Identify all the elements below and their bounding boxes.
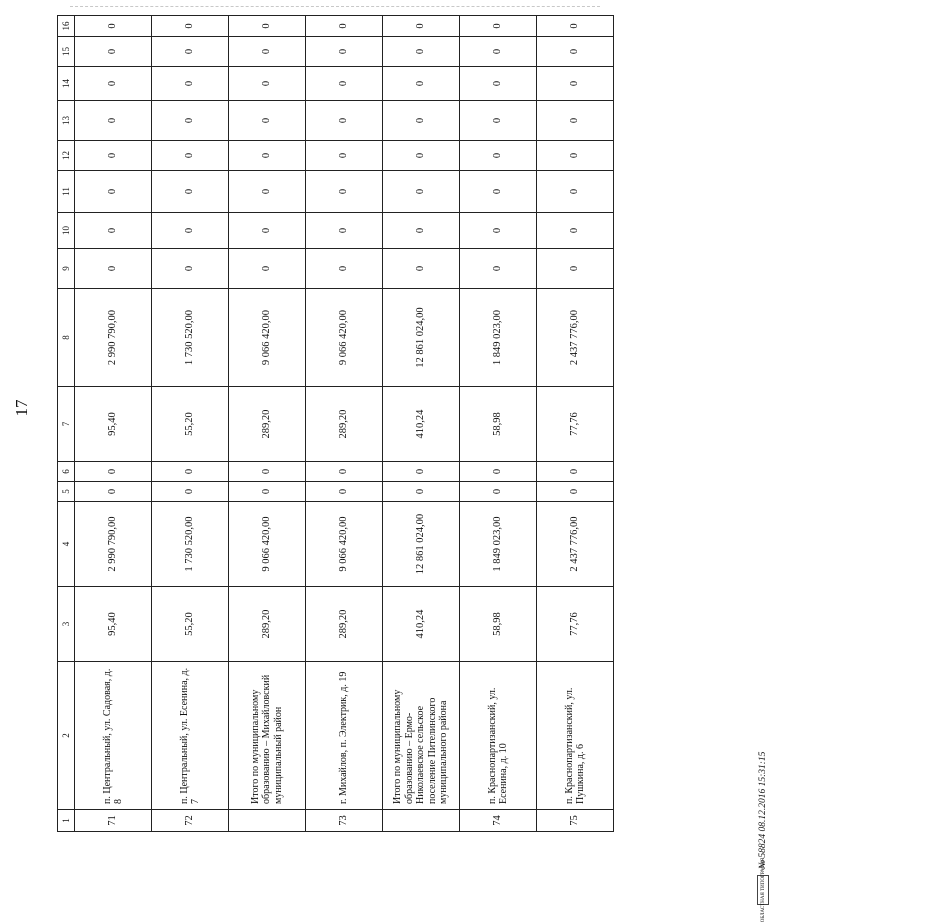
cell-name: Итого по муниципальному образованию – Михайловский муниципальный район [229,662,306,810]
scan-edge-line [70,6,600,7]
cell-c5: 0 [383,482,460,502]
cell-c3: 55,20 [152,587,229,662]
cell-c13: 0 [75,101,152,141]
cell-name: п. Центральный, ул. Есенина, д. 7 [152,662,229,810]
cell-number: 73 [306,810,383,832]
cell-c10: 0 [229,213,306,249]
column-header-2: 2 [58,662,75,810]
column-header-16: 16 [58,16,75,37]
cell-c5: 0 [537,482,614,502]
cell-c6: 0 [383,462,460,482]
cell-c6: 0 [537,462,614,482]
table-row [229,16,306,832]
column-header-13: 13 [58,101,75,141]
cell-c12: 0 [460,141,537,171]
cell-c11: 0 [229,171,306,213]
cell-name: Итого по муниципальному образованию – Ермо-Николаевское сельское поселение Пителинского муниципального района [383,662,460,810]
cell-c15: 0 [75,37,152,67]
cell-c12: 0 [229,141,306,171]
cell-c6: 0 [229,462,306,482]
cell-c12: 0 [75,141,152,171]
cell-c4: 2 437 776,00 [537,502,614,587]
page-number: 17 [12,399,31,417]
cell-c15: 0 [152,37,229,67]
cell-c10: 0 [306,213,383,249]
cell-c7: 77,76 [537,387,614,462]
cell-c8: 2 437 776,00 [537,289,614,387]
cell-c11: 0 [537,171,614,213]
cell-number: 72 [152,810,229,832]
cell-c8: 1 730 520,00 [152,289,229,387]
column-header-7: 7 [58,387,75,462]
cell-name: п. Краснопартизанский, ул. Пушкина, д. 6 [537,662,614,810]
cell-c14: 0 [306,67,383,101]
cell-c4: 12 861 024,00 [383,502,460,587]
column-header-9: 9 [58,249,75,289]
column-header-10: 10 [58,213,75,249]
cell-c13: 0 [537,101,614,141]
cell-c10: 0 [152,213,229,249]
cell-c16: 0 [306,16,383,37]
cell-c12: 0 [383,141,460,171]
cell-c3: 95,40 [75,587,152,662]
cell-c13: 0 [306,101,383,141]
cell-c4: 2 990 790,00 [75,502,152,587]
cell-c4: 1 730 520,00 [152,502,229,587]
column-header-11: 11 [58,171,75,213]
table-row [383,16,460,832]
cell-c3: 410,24 [383,587,460,662]
cell-c6: 0 [75,462,152,482]
cell-c12: 0 [537,141,614,171]
cell-c16: 0 [152,16,229,37]
footer [598,751,928,922]
cell-c10: 0 [460,213,537,249]
table-header-row [58,16,75,832]
cell-number [383,810,460,832]
cell-c3: 58,98 [460,587,537,662]
table-row [537,16,614,832]
column-header-4: 4 [58,502,75,587]
cell-c14: 0 [152,67,229,101]
cell-c8: 2 990 790,00 [75,289,152,387]
cell-c11: 0 [152,171,229,213]
cell-c14: 0 [383,67,460,101]
cell-c10: 0 [383,213,460,249]
cell-c4: 9 066 420,00 [229,502,306,587]
column-header-15: 15 [58,37,75,67]
cell-name: г. Михайлов, п. Электрик, д. 19 [306,662,383,810]
cell-c8: 9 066 420,00 [229,289,306,387]
cell-c9: 0 [152,249,229,289]
cell-c3: 77,76 [537,587,614,662]
table-stage [57,16,610,832]
cell-number [229,810,306,832]
cell-c6: 0 [460,462,537,482]
cell-c11: 0 [460,171,537,213]
column-header-1: 1 [58,810,75,832]
cell-c11: 0 [383,171,460,213]
cell-number: 74 [460,810,537,832]
cell-c4: 1 849 023,00 [460,502,537,587]
column-header-5: 5 [58,482,75,502]
cell-c5: 0 [460,482,537,502]
cell-c9: 0 [537,249,614,289]
column-header-12: 12 [58,141,75,171]
cell-name: п. Краснопартизанский, ул. Есенина, д. 10 [460,662,537,810]
cell-c16: 0 [383,16,460,37]
column-header-6: 6 [58,462,75,482]
cell-c13: 0 [460,101,537,141]
cell-c3: 289,20 [229,587,306,662]
cell-c9: 0 [306,249,383,289]
cell-c9: 0 [383,249,460,289]
cell-c9: 0 [229,249,306,289]
table-body [75,16,614,832]
cell-c15: 0 [383,37,460,67]
cell-c4: 9 066 420,00 [306,502,383,587]
cell-number: 71 [75,810,152,832]
cell-c7: 95,40 [75,387,152,462]
cell-c12: 0 [152,141,229,171]
table-row [75,16,152,832]
rotated-table-wrapper [57,16,610,832]
cell-c14: 0 [75,67,152,101]
cell-c12: 0 [306,141,383,171]
cell-number: 75 [537,810,614,832]
cell-c15: 0 [229,37,306,67]
cell-c8: 1 849 023,00 [460,289,537,387]
cell-c7: 410,24 [383,387,460,462]
cell-c13: 0 [229,101,306,141]
cell-c8: 9 066 420,00 [306,289,383,387]
cell-c11: 0 [75,171,152,213]
cell-c13: 0 [152,101,229,141]
cell-c8: 12 861 024,00 [383,289,460,387]
cell-c7: 55,20 [152,387,229,462]
cell-c6: 0 [152,462,229,482]
cell-c5: 0 [75,482,152,502]
cell-c7: 289,20 [306,387,383,462]
cell-c9: 0 [75,249,152,289]
cell-c3: 289,20 [306,587,383,662]
cell-c14: 0 [460,67,537,101]
document-number: № 58824 08.12.2016 15:31:15 [758,751,768,869]
cell-c5: 0 [306,482,383,502]
table-row [152,16,229,832]
cell-c7: 58,98 [460,387,537,462]
column-header-3: 3 [58,587,75,662]
cell-c7: 289,20 [229,387,306,462]
cell-c10: 0 [75,213,152,249]
cell-c10: 0 [537,213,614,249]
cell-c15: 0 [537,37,614,67]
cell-c6: 0 [306,462,383,482]
cell-c5: 0 [229,482,306,502]
cell-c15: 0 [306,37,383,67]
data-table [57,15,614,832]
cell-name: п. Центральный, ул. Садовая, д. 8 [75,662,152,810]
cell-c11: 0 [306,171,383,213]
column-header-8: 8 [58,289,75,387]
table-row [306,16,383,832]
cell-c16: 0 [460,16,537,37]
cell-c13: 0 [383,101,460,141]
cell-c5: 0 [152,482,229,502]
cell-c9: 0 [460,249,537,289]
cell-c16: 0 [537,16,614,37]
table-row [460,16,537,832]
cell-c15: 0 [460,37,537,67]
cell-c16: 0 [75,16,152,37]
printer-stamp-icon: ОБЛАСТНАЯ ТИПОГРАФИЯ [757,875,769,905]
cell-c14: 0 [229,67,306,101]
cell-c16: 0 [229,16,306,37]
cell-c14: 0 [537,67,614,101]
column-header-14: 14 [58,67,75,101]
